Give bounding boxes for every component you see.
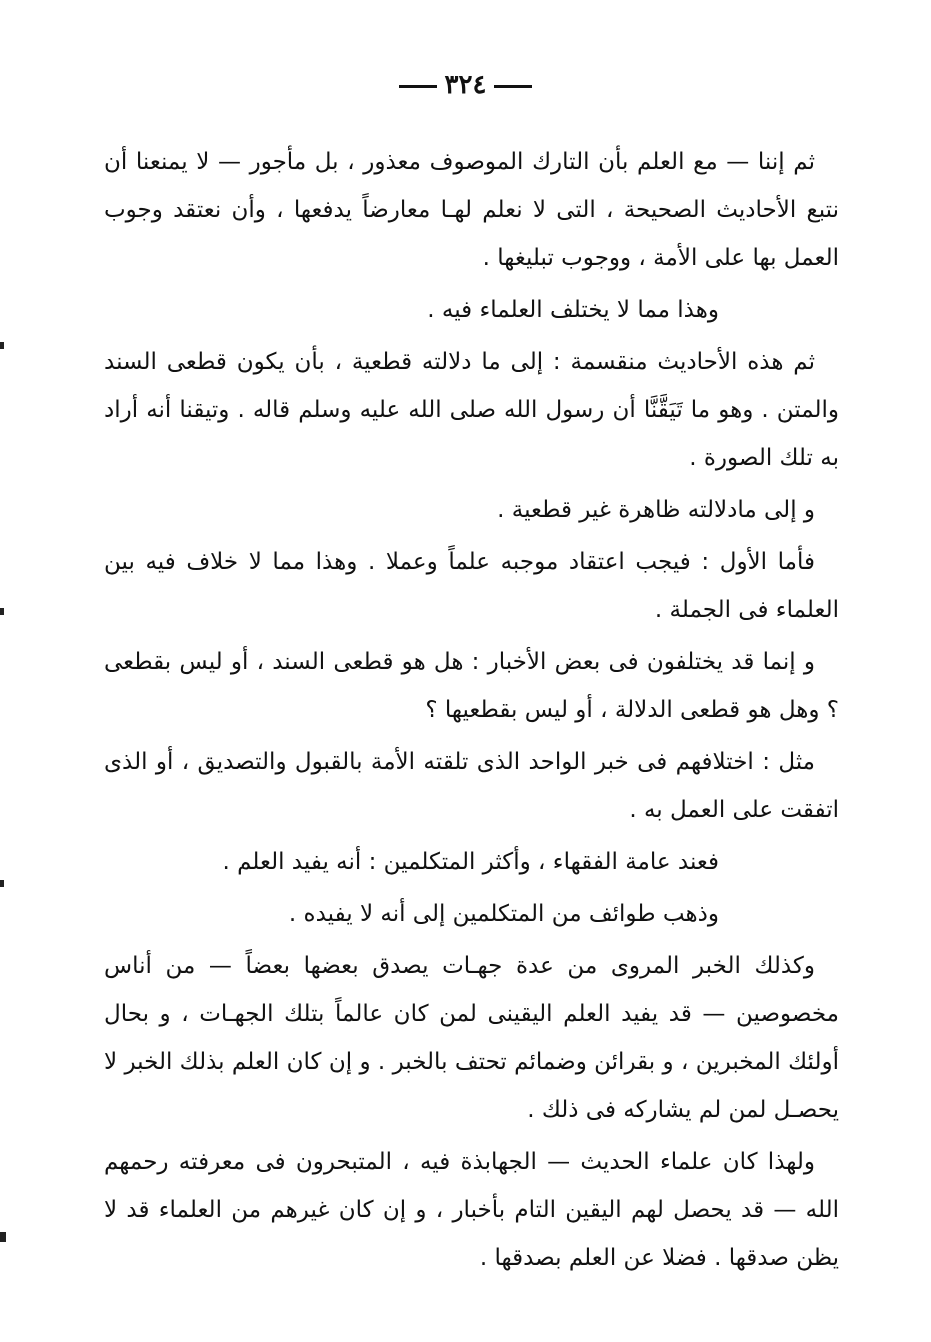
paragraph-7: مثل : اختلافهم فى خبر الواحد الذى تلقته الأمة بالقبول والتصديق ، أو الذى اتفقت على العمل به . xyxy=(104,749,839,823)
paragraph-6: و إنما قد يختلفون فى بعض الأخبار : هل هو قطعى السند ، أو ليس بقطعى ؟ وهل هو قطعى الدلالة ، أو ليس بقطعيها ؟ xyxy=(104,649,839,723)
body-text xyxy=(104,138,839,1286)
paragraph-9: وذهب طوائف من المتكلمين إلى أنه لا يفيده . xyxy=(288,901,719,927)
paragraph-2: وهذا مما لا يختلف العلماء فيه . xyxy=(427,297,719,323)
scan-edge-mark xyxy=(0,608,4,615)
paragraph-8: فعند عامة الفقهاء ، وأكثر المتكلمين : أنه يفيد العلم . xyxy=(222,849,719,875)
paragraph-11: ولهذا كان علماء الحديث — الجهابذة فيه ، المتبحرون فى معرفته رحمهم الله — قد يحصل لهم اليقين التام بأخبار ، و إن كان غيرهم من العلماء قد لا يظن صدقها . فضلا عن العلم بصدقها . xyxy=(104,1149,839,1271)
paragraph-1: ثم إننا — مع العلم بأن التارك الموصوف معذور ، بل مأجور — لا يمنعنا أن نتبع الأحاديث الصحيحة ، التى لا نعلم لهـا معارضاً يدفعها ، وأن نعتقد وجوب العمل بها على الأمة ، ووجوب تبليغها . xyxy=(104,149,839,271)
page-number: ٣٢٤ xyxy=(444,70,487,100)
paragraph-10: وكذلك الخبر المروى من عدة جهـات يصدق بعضها بعضاً — من أناس مخصوصين — قد يفيد العلم اليقينى لمن كان عالماً بتلك الجهـات ، و بحال أولئك المخبرين ، و بقرائن وضمائم تحتف بالخبر . و إن كان العلم بذلك الخبر لا يحصـل لمن لم يشاركه فى ذلك . xyxy=(104,953,839,1123)
paragraph-3: ثم هذه الأحاديث منقسمة : إلى ما دلالته قطعية ، بأن يكون قطعى السند والمتن . وهو ما تَيَقَّنَّا أن رسول الله صلى الله عليه وسلم قاله . وتيقنا أنه أراد به تلك الصورة . xyxy=(104,349,839,471)
scan-edge-mark xyxy=(0,342,4,349)
scan-edge-mark xyxy=(0,1232,6,1242)
right-dash xyxy=(494,85,532,88)
page-number-header xyxy=(0,70,931,100)
left-dash xyxy=(399,85,437,88)
paragraph-4: و إلى مادلالته ظاهرة غير قطعية . xyxy=(497,497,815,523)
paragraph-5: فأما الأول : فيجب اعتقاد موجبه علماً وعملا . وهذا مما لا خلاف فيه بين العلماء فى الجملة . xyxy=(104,549,839,623)
scan-edge-mark xyxy=(0,880,4,887)
